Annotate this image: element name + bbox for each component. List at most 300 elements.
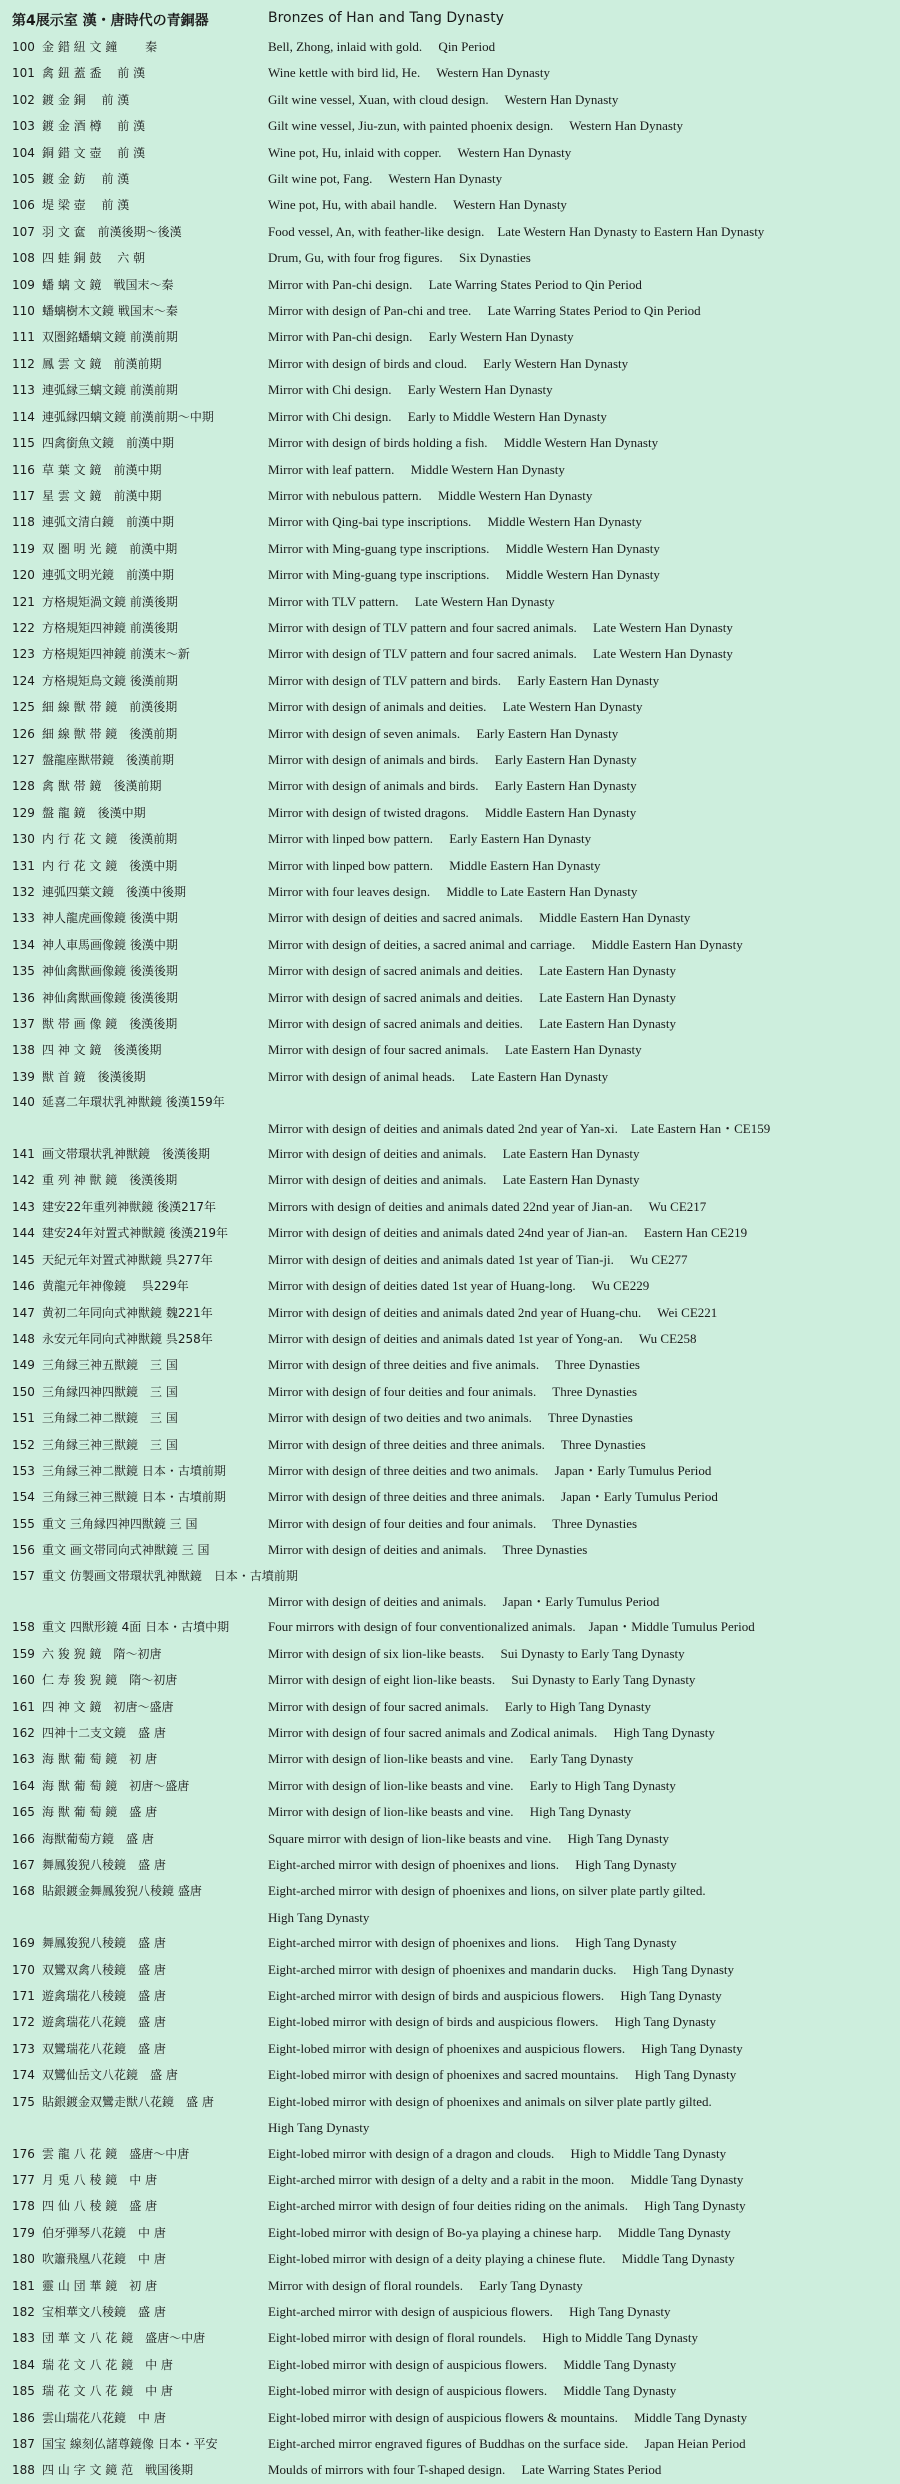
item-number: 165 (12, 1805, 35, 1820)
item-english-description: Mirror with design of birds holding a fish. Middle Western Han Dynasty (268, 435, 659, 451)
item-number: 154 (12, 1490, 35, 1505)
item-number: 144 (12, 1226, 35, 1241)
item-japanese-name: 延喜二年環状乳神獣鏡 後漢159年 (42, 1095, 225, 1110)
item-number: 179 (12, 2225, 35, 2240)
list-item (12, 60, 890, 86)
item-japanese-name: 伯牙弾琴八花鏡 中 唐 (42, 2225, 166, 2240)
item-japanese-name: 連弧四葉文鏡 後漢中後期 (42, 885, 187, 899)
list-item (12, 694, 890, 720)
item-japanese-name: 禽 獣 帯 鏡 後漢前期 (42, 779, 162, 794)
item-english-description: Mirror with design of TLV pattern and four sacred animals. Late Western Han Dynasty (268, 646, 733, 662)
item-english-description: Eight-arched mirror with design of a delty and a rabit in the moon. Middle Tang Dynasty (268, 2171, 744, 2187)
item-japanese-name: 重 列 神 獣 鏡 後漢後期 (42, 1173, 178, 1188)
item-japanese-name: 方格規矩四神鏡 前漢末～新 (42, 647, 190, 662)
list-item (12, 2036, 890, 2062)
item-japanese-name: 鳳 雲 文 鏡 前漢前期 (42, 356, 162, 371)
item-japanese-name: 仁 寿 狻 猊 鏡 隋～初唐 (42, 1673, 178, 1688)
item-english-description: Eight-lobed mirror with design of phoenixes and animals on silver plate partly gilted. (268, 2093, 712, 2109)
item-number: 120 (12, 568, 35, 583)
list-item (12, 536, 890, 562)
item-number: 121 (12, 594, 35, 609)
item-english-description: Mirrors with design of deities and animals dated 22nd year of Jian-an. Wu CE217 (268, 1198, 707, 1214)
item-japanese-name: 連弧文清白鏡 前漢中期 (42, 515, 175, 530)
item-number: 108 (12, 251, 35, 266)
item-japanese-name: 永安元年同向式神獣鏡 呉258年 (42, 1331, 213, 1346)
item-japanese-name: 獣 帯 画 像 鏡 後漢後期 (42, 1017, 178, 1032)
item-number: 122 (12, 620, 35, 635)
item-number: 159 (12, 1646, 35, 1661)
item-english-description: Eight-arched mirror with design of phoenixes and mandarin ducks. High Tang Dynasty (268, 1961, 735, 1977)
item-number: 100 (12, 40, 35, 54)
page-header (12, 10, 890, 34)
item-japanese-name: 月 兎 八 稜 鏡 中 唐 (42, 2172, 158, 2187)
list-item (12, 1930, 890, 1956)
item-number: 110 (12, 304, 35, 319)
list-item (12, 562, 890, 588)
item-japanese-name: 四 蛙 銅 鼓 六 朝 (42, 251, 146, 266)
item-number: 146 (12, 1279, 35, 1294)
item-english-description: Mirror with design of deities and animals dated 2nd year of Huang-chu. Wei CE221 (268, 1304, 718, 1320)
list-item (12, 219, 890, 245)
item-english-description: Mirror with design of lion-like beasts and vine. Early Tang Dynasty (268, 1751, 634, 1767)
list-item (12, 853, 890, 879)
item-japanese-name: 貼銀鍍金双鸞走獣八花鏡 盛 唐 (42, 2094, 214, 2109)
item-number: 117 (12, 488, 35, 503)
list-item (12, 2325, 890, 2351)
list-item (12, 985, 890, 1011)
item-english-description: Mirror with design of animal heads. Late Eastern Han Dynasty (268, 1068, 609, 1084)
item-japanese-name: 双圏銘蟠螭文鏡 前漢前期 (42, 330, 178, 345)
list-item (12, 1484, 890, 1510)
list-item (12, 1905, 890, 1930)
item-number: 160 (12, 1673, 35, 1688)
list-item (12, 1037, 890, 1063)
list-item (12, 351, 890, 377)
list-item (12, 615, 890, 641)
item-english-description: Eight-lobed mirror with design of auspicious flowers. Middle Tang Dynasty (268, 2383, 677, 2399)
item-number: 164 (12, 1778, 35, 1793)
item-english-description: Mirror with nebulous pattern. Middle Western Han Dynasty (268, 487, 593, 503)
item-number: 142 (12, 1173, 35, 1188)
item-number: 114 (12, 409, 35, 424)
item-japanese-name: 四 仙 八 稜 鏡 盛 唐 (42, 2199, 158, 2214)
item-japanese-name: 三角縁三神二獣鏡 日本・古墳前期 (42, 1463, 226, 1478)
list-item (12, 192, 890, 218)
item-english-description: Mirror with TLV pattern. Late Western Han Dynasty (268, 593, 555, 609)
list-item (12, 1220, 890, 1246)
list-item (12, 1167, 890, 1193)
item-english-description: Mirror with design of four sacred animals and Zodical animals. High Tang Dynasty (268, 1725, 715, 1740)
item-number: 102 (12, 92, 35, 107)
item-english-description: Mirror with Pan-chi design. Early Western Han Dynasty (268, 329, 574, 345)
item-number: 116 (12, 462, 35, 477)
list-item (12, 1878, 890, 1904)
item-english-description: Four mirrors with design of four conventionalized animals. Japan・Middle Tumulus Period (268, 1619, 755, 1635)
item-number: 115 (12, 436, 35, 451)
item-english-description: Mirror with design of lion-like beasts and vine. High Tang Dynasty (268, 1804, 632, 1820)
item-english-description: Drum, Gu, with four frog figures. Six Dynasties (268, 250, 531, 266)
item-english-description: Eight-lobed mirror with design of phoenixes and auspicious flowers. High Tang Dynasty (268, 2040, 743, 2056)
list-item (12, 2089, 890, 2115)
item-japanese-name: 遊禽瑞花八稜鏡 盛 唐 (42, 1989, 166, 2004)
list-item (12, 1405, 890, 1431)
list-item (12, 404, 890, 430)
item-number: 145 (12, 1252, 35, 1267)
item-japanese-name: 四 神 文 鏡 後漢後期 (42, 1043, 162, 1058)
list-item (12, 1511, 890, 1537)
item-english-description: Eight-arched mirror with design of phoenixes and lions. High Tang Dynasty (268, 1857, 677, 1873)
item-number: 125 (12, 700, 35, 715)
item-japanese-name: 双 圏 明 光 鏡 前漢中期 (42, 541, 178, 556)
item-japanese-name: 黄初二年同向式神獣鏡 魏221年 (42, 1305, 213, 1320)
item-japanese-name: 内 行 花 文 鏡 後漢中期 (42, 858, 178, 873)
item-english-description: Mirror with design of two deities and two animals. Three Dynasties (268, 1410, 633, 1426)
item-number: 104 (12, 145, 35, 160)
item-number: 130 (12, 832, 35, 847)
item-japanese-name: 重文 画文帯同向式神獣鏡 三 国 (42, 1543, 210, 1558)
list-item (12, 879, 890, 905)
item-japanese-name: 神仙禽獣画像鏡 後漢後期 (42, 964, 178, 979)
item-english-description: Mirror with design of deities and animals dated 1st year of Yong-an. Wu CE258 (268, 1330, 697, 1346)
list-item (12, 34, 890, 60)
item-japanese-name: 吹簫飛凰八花鏡 中 唐 (42, 2252, 166, 2267)
item-number: 178 (12, 2199, 35, 2214)
item-number: 152 (12, 1437, 35, 1452)
item-japanese-name: 四 神 文 鏡 初唐～盛唐 (42, 1699, 174, 1714)
item-number: 129 (12, 805, 35, 820)
list-item (12, 324, 890, 350)
item-english-description: Eight-lobed mirror with design of a dragon and clouds. High to Middle Tang Dynasty (268, 2145, 727, 2161)
item-english-description: Mirror with design of deities and animals. Japan・Early Tumulus Period (268, 1593, 660, 1609)
item-japanese-name: 獣 首 鏡 後漢後期 (42, 1069, 146, 1084)
item-number: 162 (12, 1726, 35, 1740)
item-english-description: Eight-lobed mirror with design of phoenixes and sacred mountains. High Tang Dynasty (268, 2067, 737, 2083)
list-item (12, 1352, 890, 1378)
item-number: 136 (12, 990, 35, 1005)
item-japanese-name: 国宝 線刻仏諸尊鏡像 日本・平安 (42, 2436, 218, 2451)
item-english-description: Mirror with design of deities, a sacred animal and carriage. Middle Eastern Han Dynasty (268, 936, 743, 952)
item-japanese-name: 方格規矩渦文鏡 前漢後期 (42, 594, 178, 609)
list-item (12, 1090, 890, 1115)
item-number: 105 (12, 172, 35, 187)
list-item (12, 2405, 890, 2431)
item-number: 123 (12, 647, 35, 662)
item-english-description: Mirror with four leaves design. Middle to Late Eastern Han Dynasty (268, 884, 638, 899)
item-english-description: Eight-arched mirror engraved figures of Buddhas on the surface side. Japan Heian Period (268, 2435, 746, 2451)
list-item (12, 298, 890, 324)
item-english-description: Gilt wine vessel, Xuan, with cloud design. Western Han Dynasty (268, 91, 619, 107)
list-item (12, 1247, 890, 1273)
item-english-description: Eight-arched mirror with design of auspicious flowers. High Tang Dynasty (268, 2303, 671, 2319)
list-item (12, 1116, 890, 1141)
item-english-description: Mirror with design of seven animals. Early Eastern Han Dynasty (268, 725, 619, 741)
item-number: 107 (12, 224, 35, 239)
item-japanese-name: 鍍 金 鈁 前 漢 (42, 172, 130, 187)
list-item (12, 2220, 890, 2246)
item-english-description: Mirror with design of deities and sacred animals. Middle Eastern Han Dynasty (268, 910, 691, 926)
item-number: 119 (12, 541, 35, 556)
item-japanese-name: 海 獣 葡 萄 鏡 初 唐 (42, 1752, 158, 1767)
list-item (12, 1614, 890, 1640)
item-japanese-name: 建安22年重列神獣鏡 後漢217年 (42, 1199, 216, 1214)
item-english-description: Gilt wine vessel, Jiu-zun, with painted phoenix design. Western Han Dynasty (268, 118, 684, 134)
header-japanese-title: 第4展示室 漢・唐時代の青銅器 (12, 13, 209, 29)
item-english-description: Eight-arched mirror with design of birds and auspicious flowers. High Tang Dynasty (268, 1988, 722, 2004)
item-number: 155 (12, 1516, 35, 1531)
list-item (12, 1141, 890, 1167)
item-english-description: Mirror with design of sacred animals and deities. Late Eastern Han Dynasty (268, 963, 676, 979)
item-japanese-name: 団 華 文 八 花 鏡 盛唐～中唐 (42, 2331, 206, 2346)
item-japanese-name: 建安24年対置式神獣鏡 後漢219年 (42, 1226, 228, 1241)
item-english-description: Mirror with Chi design. Early Western Han Dynasty (268, 382, 553, 398)
item-number: 176 (12, 2146, 35, 2161)
list-item (12, 1852, 890, 1878)
item-japanese-name: 瑞 花 文 八 花 鏡 中 唐 (42, 2384, 173, 2399)
list-item (12, 2378, 890, 2404)
item-japanese-name: 連弧縁四螭文鏡 前漢前期～中期 (42, 409, 214, 424)
item-japanese-name: 遊禽瑞花八花鏡 盛 唐 (42, 2015, 166, 2030)
item-number: 135 (12, 964, 35, 979)
list-item (12, 1273, 890, 1299)
item-english-description: Mirror with design of TLV pattern and birds. Early Eastern Han Dynasty (268, 672, 660, 688)
item-english-description: Mirror with leaf pattern. Middle Western Han Dynasty (268, 461, 565, 477)
item-number: 168 (12, 1884, 35, 1899)
list-item (12, 1799, 890, 1825)
item-japanese-name: 画文帯環状乳神獣鏡 後漢後期 (42, 1147, 211, 1162)
item-number: 157 (12, 1568, 35, 1583)
item-english-description: Eight-lobed mirror with design of birds and auspicious flowers. High Tang Dynasty (268, 2014, 717, 2030)
item-japanese-name: 重文 四獣形鏡 4面 日本・古墳中期 (42, 1620, 230, 1635)
item-japanese-name: 舞鳳狻猊八稜鏡 盛 唐 (42, 1936, 166, 1951)
item-english-description: Mirror with design of deities dated 1st year of Huang-long. Wu CE229 (268, 1278, 650, 1294)
item-japanese-name: 三角縁四神四獣鏡 三 国 (42, 1384, 178, 1399)
item-number: 149 (12, 1358, 35, 1373)
list-item (12, 1379, 890, 1405)
item-english-description: Mirror with design of three deities and two animals. Japan・Early Tumulus Period (268, 1462, 712, 1478)
item-japanese-name: 蟠螭樹木文鏡 戦国末～秦 (42, 304, 178, 319)
list-item (12, 140, 890, 166)
item-japanese-name: 四 山 字 文 鏡 范 戦国後期 (42, 2463, 194, 2478)
item-number: 148 (12, 1331, 35, 1346)
item-number: 173 (12, 2041, 35, 2056)
item-japanese-name: 重文 仿製画文帯環状乳神獣鏡 日本・古墳前期 (42, 1568, 298, 1583)
list-item (12, 2115, 890, 2140)
item-english-description: Mirror with design of deities and animals. Three Dynasties (268, 1542, 588, 1558)
item-english-description: Wine kettle with bird lid, He. Western Han Dynasty (268, 65, 550, 81)
list-item (12, 1537, 890, 1563)
item-number: 143 (12, 1199, 35, 1214)
item-number: 170 (12, 1962, 35, 1977)
item-japanese-name: 細 線 獣 帯 鏡 前漢後期 (42, 700, 178, 715)
item-number: 124 (12, 673, 35, 688)
item-japanese-name: 舞鳳狻猊八稜鏡 盛 唐 (42, 1858, 166, 1873)
item-japanese-name: 三角縁三神三獣鏡 日本・古墳前期 (42, 1490, 226, 1505)
item-english-description: Mirror with design of lion-like beasts and vine. Early to High Tang Dynasty (268, 1777, 676, 1793)
list-item (12, 1720, 890, 1746)
item-number: 150 (12, 1384, 35, 1399)
item-english-description: Mirror with design of twisted dragons. Middle Eastern Han Dynasty (268, 804, 637, 820)
list-item (12, 1194, 890, 1220)
item-english-description: Mirror with design of birds and cloud. Early Western Han Dynasty (268, 355, 629, 371)
item-number: 140 (12, 1095, 35, 1110)
item-japanese-name: 金 錯 紐 文 鐘 秦 (42, 40, 158, 54)
item-english-description: Mirror with Ming-guang type inscriptions. Middle Western Han Dynasty (268, 567, 660, 583)
list-item (12, 87, 890, 113)
list-item (12, 2273, 890, 2299)
item-japanese-name: 蟠 螭 文 鏡 戦国末～秦 (42, 277, 174, 292)
item-number: 187 (12, 2436, 35, 2451)
item-japanese-name: 靈 山 団 華 鏡 初 唐 (42, 2278, 158, 2293)
item-japanese-name: 瑞 花 文 八 花 鏡 中 唐 (42, 2357, 173, 2372)
item-number: 106 (12, 198, 35, 213)
list-item (12, 826, 890, 852)
item-english-description: Eight-lobed mirror with design of floral roundels. High to Middle Tang Dynasty (268, 2330, 698, 2346)
list-item (12, 932, 890, 958)
item-english-description: Eight-lobed mirror with design of auspicious flowers. Middle Tang Dynasty (268, 2356, 677, 2372)
item-number: 131 (12, 858, 35, 873)
item-number: 138 (12, 1043, 35, 1058)
list-item (12, 1064, 890, 1090)
list-item (12, 113, 890, 139)
item-number: 139 (12, 1069, 35, 1084)
list-item (12, 800, 890, 826)
list-item (12, 905, 890, 931)
item-japanese-name: 堤 梁 壺 前 漢 (42, 198, 130, 213)
item-japanese-name: 方格規矩四神鏡 前漢後期 (42, 620, 178, 635)
item-japanese-name: 黄龍元年神像鏡 呉229年 (42, 1279, 189, 1294)
item-english-description: Moulds of mirrors with four T-shaped design. Late Warring States Period (268, 2462, 662, 2478)
item-japanese-name: 雲 龍 八 花 鏡 盛唐～中唐 (42, 2146, 190, 2161)
list-item (12, 483, 890, 509)
item-number: 161 (12, 1699, 35, 1714)
item-number: 128 (12, 779, 35, 794)
item-english-description: Wine pot, Hu, inlaid with copper. Western Han Dynasty (268, 144, 572, 160)
list-item (12, 773, 890, 799)
item-number: 103 (12, 119, 35, 134)
item-japanese-name: 神人車馬画像鏡 後漢中期 (42, 937, 178, 952)
item-japanese-name: 双鸞双禽八稜鏡 盛 唐 (42, 1962, 166, 1977)
list-item (12, 377, 890, 403)
item-number: 163 (12, 1752, 35, 1767)
list-item (12, 430, 890, 456)
item-japanese-name: 三角縁三神三獣鏡 三 国 (42, 1437, 178, 1452)
item-number: 172 (12, 2015, 35, 2030)
item-japanese-name: 神人龍虎画像鏡 後漢中期 (42, 911, 178, 926)
item-japanese-name: 天紀元年対置式神獣鏡 呉277年 (42, 1252, 213, 1267)
item-number: 169 (12, 1936, 35, 1951)
item-japanese-name: 連弧文明光鏡 前漢中期 (42, 568, 175, 583)
item-english-description: Mirror with design of deities and animals dated 24nd year of Jian-an. Eastern Han CE219 (268, 1225, 748, 1241)
list-item (12, 2246, 890, 2272)
item-english-description: Mirror with design of animals and birds. Early Eastern Han Dynasty (268, 778, 637, 794)
item-japanese-name: 内 行 花 文 鏡 後漢前期 (42, 832, 178, 847)
item-english-description: Mirror with Qing-bai type inscriptions. Middle Western Han Dynasty (268, 514, 642, 530)
list-item (12, 1300, 890, 1326)
list-item (12, 2193, 890, 2219)
item-number: 132 (12, 885, 35, 899)
item-japanese-name: 貼銀鍍金舞鳳狻猊八稜鏡 盛唐 (42, 1884, 202, 1899)
item-english-description: Mirror with design of six lion-like beasts. Sui Dynasty to Early Tang Dynasty (268, 1645, 685, 1661)
item-english-description: Mirror with design of deities and animals. Late Eastern Han Dynasty (268, 1172, 640, 1188)
item-japanese-name: 海獣葡萄方鏡 盛 唐 (42, 1831, 154, 1846)
item-number: 153 (12, 1463, 35, 1478)
item-number: 188 (12, 2463, 35, 2478)
item-number: 113 (12, 383, 35, 398)
list-item (12, 1826, 890, 1852)
item-english-description: Eight-lobed mirror with design of auspicious flowers & mountains. Middle Tang Dynasty (268, 2409, 748, 2425)
item-number: 181 (12, 2278, 35, 2293)
list-item (12, 2009, 890, 2035)
item-number: 171 (12, 1989, 35, 2004)
list-item (12, 2457, 890, 2483)
list-item (12, 1564, 890, 1589)
item-number: 166 (12, 1831, 35, 1846)
item-english-description: High Tang Dynasty (268, 2120, 370, 2136)
list-item (12, 2352, 890, 2378)
item-english-description: Square mirror with design of lion-like beasts and vine. High Tang Dynasty (268, 1830, 670, 1846)
item-number: 156 (12, 1543, 35, 1558)
item-english-description: Mirror with design of four deities and four animals. Three Dynasties (268, 1383, 638, 1399)
list-item (12, 2167, 890, 2193)
list-item (12, 1641, 890, 1667)
list-item (12, 2062, 890, 2088)
item-english-description: Mirror with design of animals and birds. Early Eastern Han Dynasty (268, 751, 637, 767)
item-english-description: Eight-lobed mirror with design of Bo-ya playing a chinese harp. Middle Tang Dynasty (268, 2224, 731, 2240)
list-item (12, 589, 890, 615)
item-english-description: Mirror with design of four deities and four animals. Three Dynasties (268, 1515, 638, 1531)
list-item (12, 721, 890, 747)
item-japanese-name: 細 線 獣 帯 鏡 後漢前期 (42, 726, 178, 741)
item-number: 118 (12, 515, 35, 530)
item-number: 182 (12, 2304, 35, 2319)
item-number: 134 (12, 937, 35, 952)
item-english-description: Mirror with design of deities and animals dated 1st year of Tian-ji. Wu CE277 (268, 1251, 688, 1267)
list-item (12, 2299, 890, 2325)
item-english-description: Mirror with design of four sacred animals. Late Eastern Han Dynasty (268, 1042, 642, 1058)
item-japanese-name: 星 雲 文 鏡 前漢中期 (42, 488, 162, 503)
item-english-description: Mirror with Ming-guang type inscriptions. Middle Western Han Dynasty (268, 540, 660, 556)
item-number: 109 (12, 277, 35, 292)
item-english-description: Mirror with design of deities and animals dated 2nd year of Yan-xi. Late Eastern Han・CE159 (268, 1120, 771, 1136)
item-number: 167 (12, 1858, 35, 1873)
list-item (12, 166, 890, 192)
item-english-description: Mirror with design of floral roundels. Early Tang Dynasty (268, 2277, 583, 2293)
item-number: 177 (12, 2172, 35, 2187)
item-japanese-name: 重文 三角縁四神四獣鏡 三 国 (42, 1516, 198, 1531)
list-item (12, 1983, 890, 2009)
item-english-description: Mirror with Chi design. Early to Middle Western Han Dynasty (268, 408, 607, 424)
header-english-title: Bronzes of Han and Tang Dynasty (268, 10, 504, 26)
list-item (12, 1011, 890, 1037)
list-item (12, 457, 890, 483)
item-english-description: Eight-arched mirror with design of four deities riding on the animals. High Tang Dynasty (268, 2198, 746, 2214)
item-japanese-name: 海 獣 葡 萄 鏡 初唐～盛唐 (42, 1778, 190, 1793)
item-english-description: Mirror with Pan-chi design. Late Warring States Period to Qin Period (268, 276, 642, 292)
list-item (12, 1589, 890, 1614)
item-number: 151 (12, 1411, 35, 1426)
item-english-description: Eight-arched mirror with design of phoenixes and lions. High Tang Dynasty (268, 1935, 677, 1951)
list-item (12, 2141, 890, 2167)
item-english-description: Mirror with design of three deities and five animals. Three Dynasties (268, 1357, 640, 1373)
item-english-description: Mirror with design of eight lion-like beasts. Sui Dynasty to Early Tang Dynasty (268, 1672, 696, 1688)
item-japanese-name: 羽 文 奩 前漢後期～後漢 (42, 224, 182, 239)
item-number: 141 (12, 1147, 35, 1162)
item-japanese-name: 双鸞仙岳文八花鏡 盛 唐 (42, 2068, 178, 2083)
list-item (12, 1326, 890, 1352)
item-number: 174 (12, 2068, 35, 2083)
item-english-description: Gilt wine pot, Fang. Western Han Dynasty (268, 171, 503, 187)
item-number: 147 (12, 1305, 35, 1320)
